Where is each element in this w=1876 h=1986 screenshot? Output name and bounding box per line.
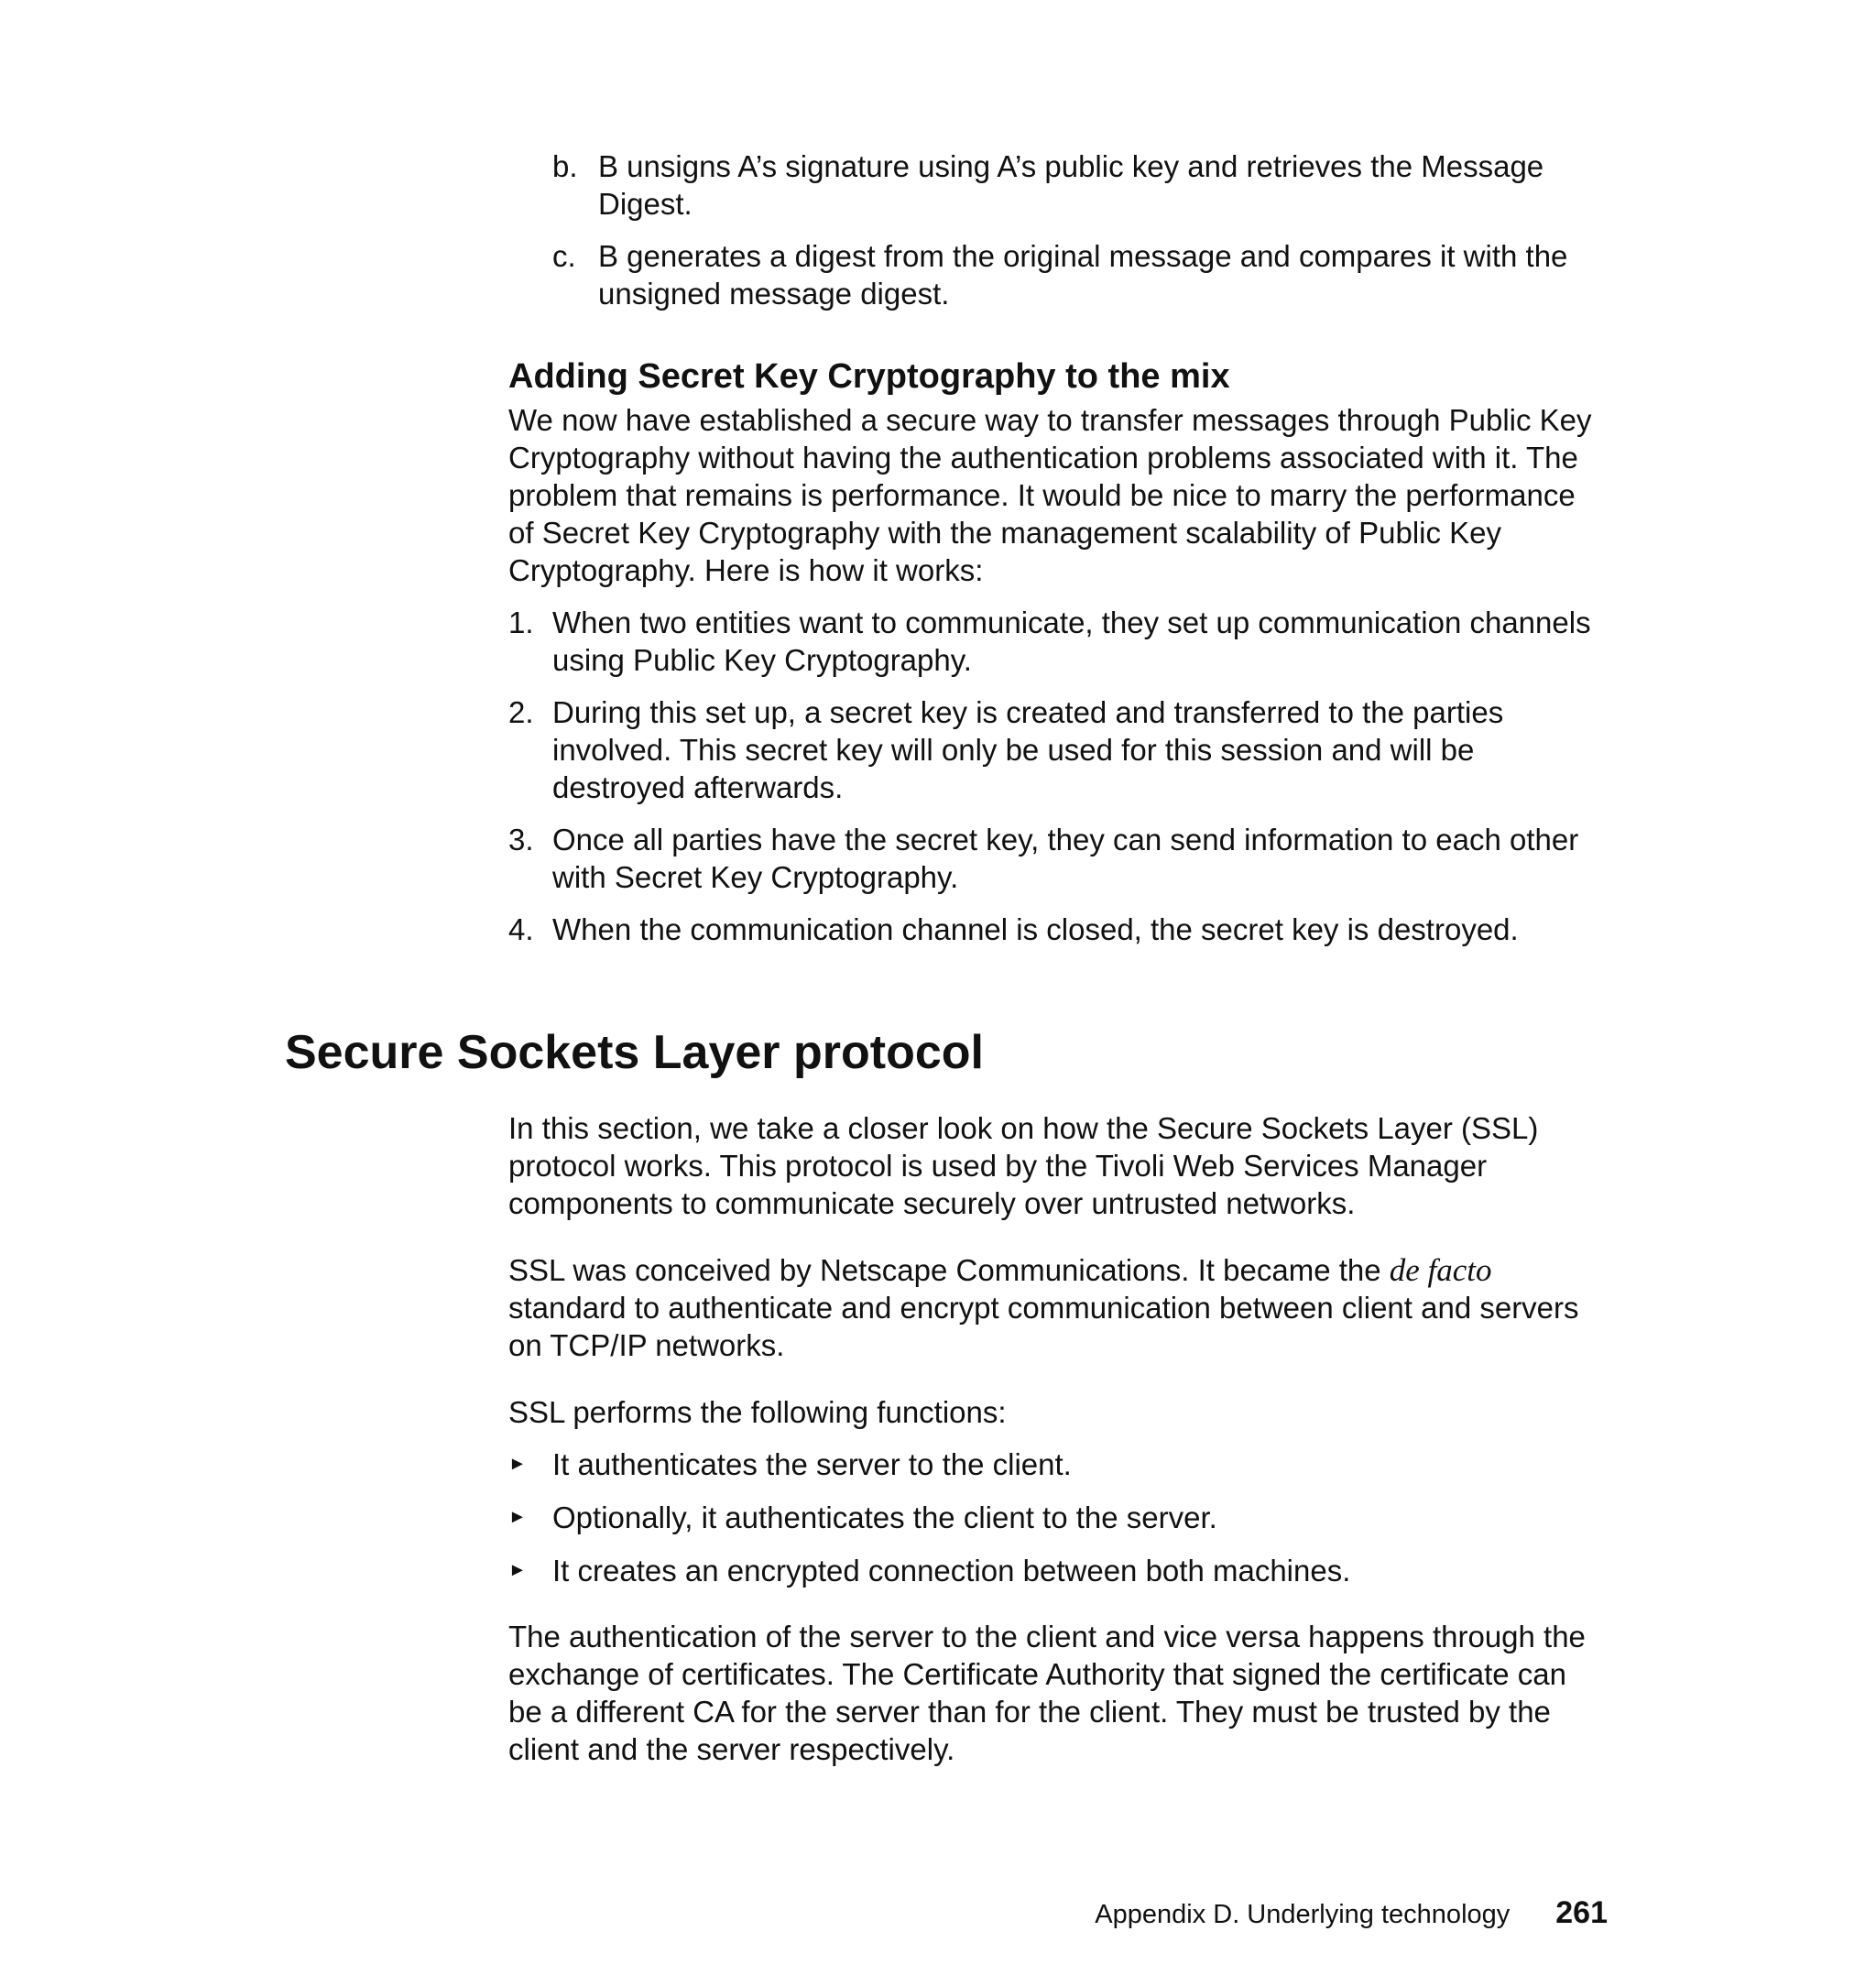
triangle-bullet-icon: ► xyxy=(508,1507,527,1527)
triangle-bullet-icon: ► xyxy=(508,1560,527,1580)
step-number: 4. xyxy=(508,912,534,946)
paragraph-text: SSL was conceived by Netscape Communications. It became the xyxy=(508,1253,1390,1287)
bullet-item-1 xyxy=(508,1446,1608,1483)
bullet-item-3 xyxy=(508,1552,1608,1589)
page-number: 261 xyxy=(1555,1895,1608,1930)
step-text: When two entities want to communicate, they set up communication channels using Public Key Cryptography. xyxy=(552,606,1591,677)
section-paragraph-1: In this section, we take a closer look on how the Secure Sockets Layer (SSL) protocol works. This protocol is used by the Tivoli Web Services Manager components to communicate securely over untrusted networks. xyxy=(508,1111,1539,1220)
page-footer xyxy=(1008,1896,1608,1931)
step-marker: b. xyxy=(552,149,578,183)
step-text: B unsigns A’s signature using A’s public key and retrieves the Message Digest. xyxy=(598,149,1544,221)
footer-chapter-title: Appendix D. Underlying technology xyxy=(1095,1900,1511,1929)
bullet-item-2 xyxy=(508,1499,1608,1536)
numbered-step-2 xyxy=(508,693,1617,806)
numbered-step-1 xyxy=(508,604,1617,679)
bullet-text: It creates an encrypted connection between both machines. xyxy=(552,1554,1351,1588)
step-marker: c. xyxy=(552,239,576,273)
section-title: Secure Sockets Layer protocol xyxy=(285,1026,984,1079)
step-number: 3. xyxy=(508,823,534,857)
step-text: During this set up, a secret key is created and transferred to the parties involved. This secret key will only be used for this session and will be destroyed afterwards. xyxy=(552,695,1504,804)
step-b xyxy=(552,147,1615,223)
section-paragraph-3: SSL performs the following functions: xyxy=(508,1395,1007,1429)
numbered-step-3 xyxy=(508,821,1617,896)
step-number: 2. xyxy=(508,695,534,729)
section-paragraph-4: The authentication of the server to the client and vice versa happens through the exchange of certificates. The Certificate Authority that signed the certificate can be a different CA for the server than for the client. They must be trusted by the client and the server respectively. xyxy=(508,1620,1586,1766)
subsection-intro: We now have established a secure way to transfer messages through Public Key Cryptography without having the authentication problems associated with it. The problem that remains is performance. It would be nice to marry the performance of Secret Key Cryptography with the management scalability of Public Key Cryptography. Here is how it works: xyxy=(508,403,1592,587)
numbered-step-4 xyxy=(508,911,1617,948)
triangle-bullet-icon: ► xyxy=(508,1454,527,1474)
step-number: 1. xyxy=(508,606,534,639)
step-text: Once all parties have the secret key, they can send information to each other with Secret Key Cryptography. xyxy=(552,823,1579,894)
section-paragraph-2 xyxy=(508,1251,1608,1364)
step-c xyxy=(552,237,1615,312)
bullet-text: Optionally, it authenticates the client to the server. xyxy=(552,1500,1217,1534)
paragraph-text: standard to authenticate and encrypt communication between client and servers on TCP/IP networks. xyxy=(508,1291,1579,1362)
bullet-text: It authenticates the server to the client. xyxy=(552,1447,1072,1481)
italic-term: de facto xyxy=(1389,1252,1492,1288)
step-text: B generates a digest from the original message and compares it with the unsigned message digest. xyxy=(598,239,1568,311)
step-text: When the communication channel is closed, the secret key is destroyed. xyxy=(552,912,1519,946)
subsection-title: Adding Secret Key Cryptography to the mix xyxy=(508,357,1230,396)
